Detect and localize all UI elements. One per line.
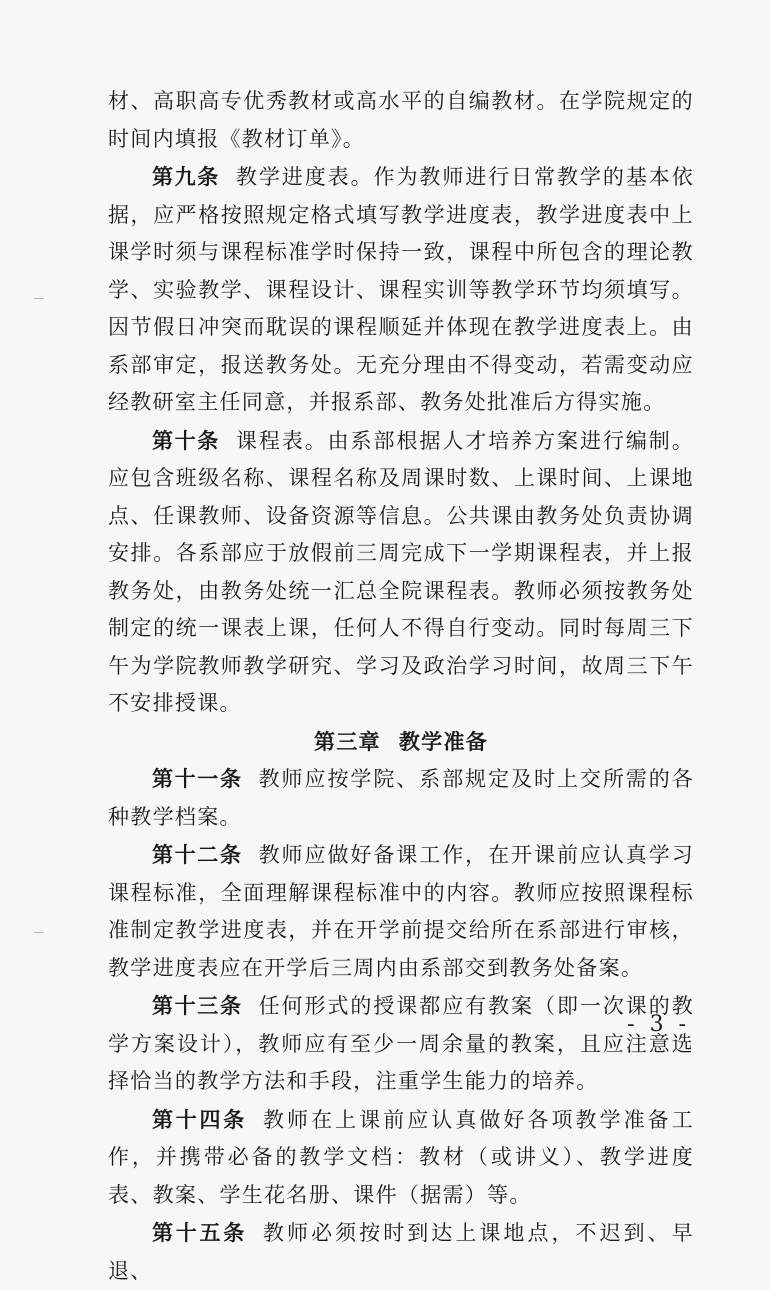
article-9 xyxy=(108,158,694,422)
margin-mark xyxy=(34,932,44,933)
page-body xyxy=(108,83,694,1290)
article-label: 第九条 xyxy=(152,164,220,189)
article-11 xyxy=(108,760,694,836)
article-label: 第十三条 xyxy=(152,993,243,1018)
article-text: 课程表。由系部根据人才培养方案进行编制。应包含班级名称、课程名称及周课时数、上课时间、上课地点、任课教师、设备资源等信息。公共课由教务处负责协调安排。各系部应于放假前三周完成下一学期课程表，并上报教务处，由教务处统一汇总全院课程表。教师必须按教务处制定的统一课表上课，任何人不得自行变动。同时每周三下午为学院教师教学研究、学习及政治学习时间，故周三下午不安排授课。 xyxy=(108,428,695,715)
margin-mark xyxy=(34,298,44,299)
article-label: 第十条 xyxy=(152,427,220,453)
article-13 xyxy=(108,987,694,1101)
article-14 xyxy=(108,1101,694,1215)
chapter-heading xyxy=(108,723,694,761)
page-number: - 3 - xyxy=(627,1012,690,1037)
article-label: 第十四条 xyxy=(152,1106,247,1132)
article-text: 教学进度表。作为教师进行日常教学的基本依据，应严格按照规定格式填写教学进度表，教学进度表中上课学时须与课程标准学时保持一致，课程中所包含的理论教学、实验教学、课程设计、课程实训等教学环节均须填写。因节假日冲突而耽误的课程顺延并体现在教学进度表上。由系部审定，报送教务处。无充分理由不得变动，若需变动应经教研室主任同意，并报系部、教务处批准后方得实施。 xyxy=(108,165,695,414)
article-text: 教师应按学院、系部规定及时上交所需的各种教学档案。 xyxy=(108,767,695,829)
article-text: 教师在上课前应认真做好各项教学准备工作，并携带必备的教学文档：教材（或讲义）、教学进度表、教案、学生花名册、课件（据需）等。 xyxy=(108,1107,695,1207)
article-15 xyxy=(108,1214,694,1290)
article-12 xyxy=(108,836,694,987)
article-label: 第十五条 xyxy=(152,1220,247,1245)
article-label: 第十一条 xyxy=(152,766,243,791)
article-10 xyxy=(108,422,694,723)
chapter-title: 教学准备 xyxy=(398,728,489,754)
article-text: 教师应做好备课工作，在开课前应认真学习课程标准，全面理解课程标准中的内容。教师应按照课程标准制定教学进度表，并在开学前提交给所在系部进行审核，教学进度表应在开学后三周内由系部交到教务处备案。 xyxy=(108,843,695,980)
paragraph-continued xyxy=(108,83,694,158)
chapter-number: 第三章 xyxy=(313,728,381,754)
article-text: 任何形式的授课都应有教案（即一次课的教学方案设计），教师应有至少一周余量的教案，且应注意选择恰当的教学方法和手段，注重学生能力的培养。 xyxy=(108,994,695,1093)
paragraph-text: 材、高职高专优秀教材或高水平的自编教材。在学院规定的时间内填报《教材订单》。 xyxy=(108,89,694,151)
article-label: 第十二条 xyxy=(152,842,243,867)
article-text: 教师必须按时到达上课地点，不迟到、早退、 xyxy=(108,1221,695,1283)
